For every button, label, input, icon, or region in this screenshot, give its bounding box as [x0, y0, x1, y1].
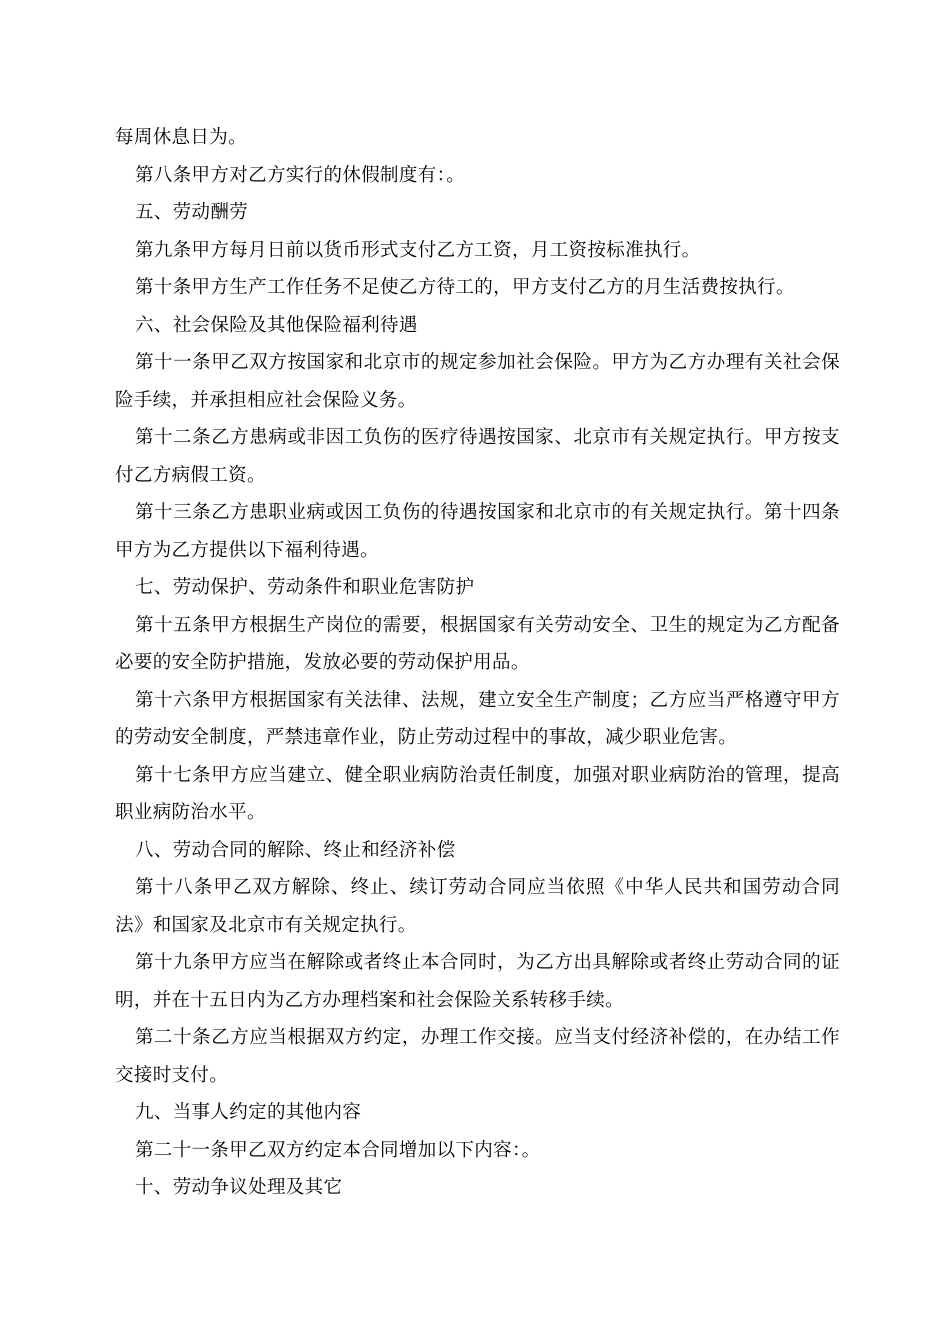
- paragraph-article-11: 第十一条甲乙双方按国家和北京市的规定参加社会保险。甲方为乙方办理有关社会保险手续，并承担相应社会保险义务。: [115, 352, 840, 411]
- section-heading-6: 六、社会保险及其他保险福利待遇: [135, 314, 418, 336]
- paragraph-article-17: 第十七条甲方应当建立、健全职业病防治责任制度，加强对职业病防治的管理，提高职业病防治水平。: [115, 764, 840, 823]
- section-heading-7: 七、劳动保护、劳动条件和职业危害防护: [135, 577, 475, 598]
- section-heading-9: 九、当事人约定的其他内容: [135, 1102, 362, 1123]
- paragraph-article-13-14: 第十三条乙方患职业病或因工负伤的待遇按国家和北京市的有关规定执行。第十四条甲方为乙方提供以下福利待遇。: [115, 502, 840, 561]
- paragraph-article-20: 第二十条乙方应当根据双方约定，办理工作交接。应当支付经济补偿的，在办结工作交接时支付。: [115, 1027, 840, 1086]
- section-heading-8: 八、劳动合同的解除、终止和经济补偿: [135, 839, 456, 861]
- paragraph-article-18: 第十八条甲乙双方解除、终止、续订劳动合同应当依照《中华人民共和国劳动合同法》和国家及北京市有关规定执行。: [115, 877, 840, 936]
- document-body: [115, 119, 840, 1207]
- paragraph-article-8: 第八条甲方对乙方实行的休假制度有：。: [135, 164, 466, 186]
- section-heading-10: 十、劳动争议处理及其它: [135, 1177, 343, 1198]
- paragraph-article-9: 第九条甲方每月日前以货币形式支付乙方工资，月工资按标准执行。: [135, 239, 701, 261]
- paragraph-article-16: 第十六条甲方根据国家有关法律、法规，建立安全生产制度；乙方应当严格遵守甲方的劳动安全制度，严禁违章作业，防止劳动过程中的事故，减少职业危害。: [115, 689, 840, 748]
- paragraph-weekly-rest: 每周休息日为。: [115, 127, 247, 148]
- paragraph-article-10: 第十条甲方生产工作任务不足使乙方待工的，甲方支付乙方的月生活费按执行。: [135, 277, 795, 298]
- section-heading-5: 五、劳动酬劳: [135, 202, 249, 223]
- paragraph-article-21: 第二十一条甲乙双方约定本合同增加以下内容：。: [135, 1139, 541, 1161]
- paragraph-article-19: 第十九条甲方应当在解除或者终止本合同时，为乙方出具解除或者终止劳动合同的证明，并在十五日内为乙方办理档案和社会保险关系转移手续。: [115, 952, 840, 1011]
- paragraph-article-12: 第十二条乙方患病或非因工负伤的医疗待遇按国家、北京市有关规定执行。甲方按支付乙方病假工资。: [115, 427, 840, 486]
- paragraph-article-15: 第十五条甲方根据生产岗位的需要，根据国家有关劳动安全、卫生的规定为乙方配备必要的安全防护措施，发放必要的劳动保护用品。: [115, 614, 840, 673]
